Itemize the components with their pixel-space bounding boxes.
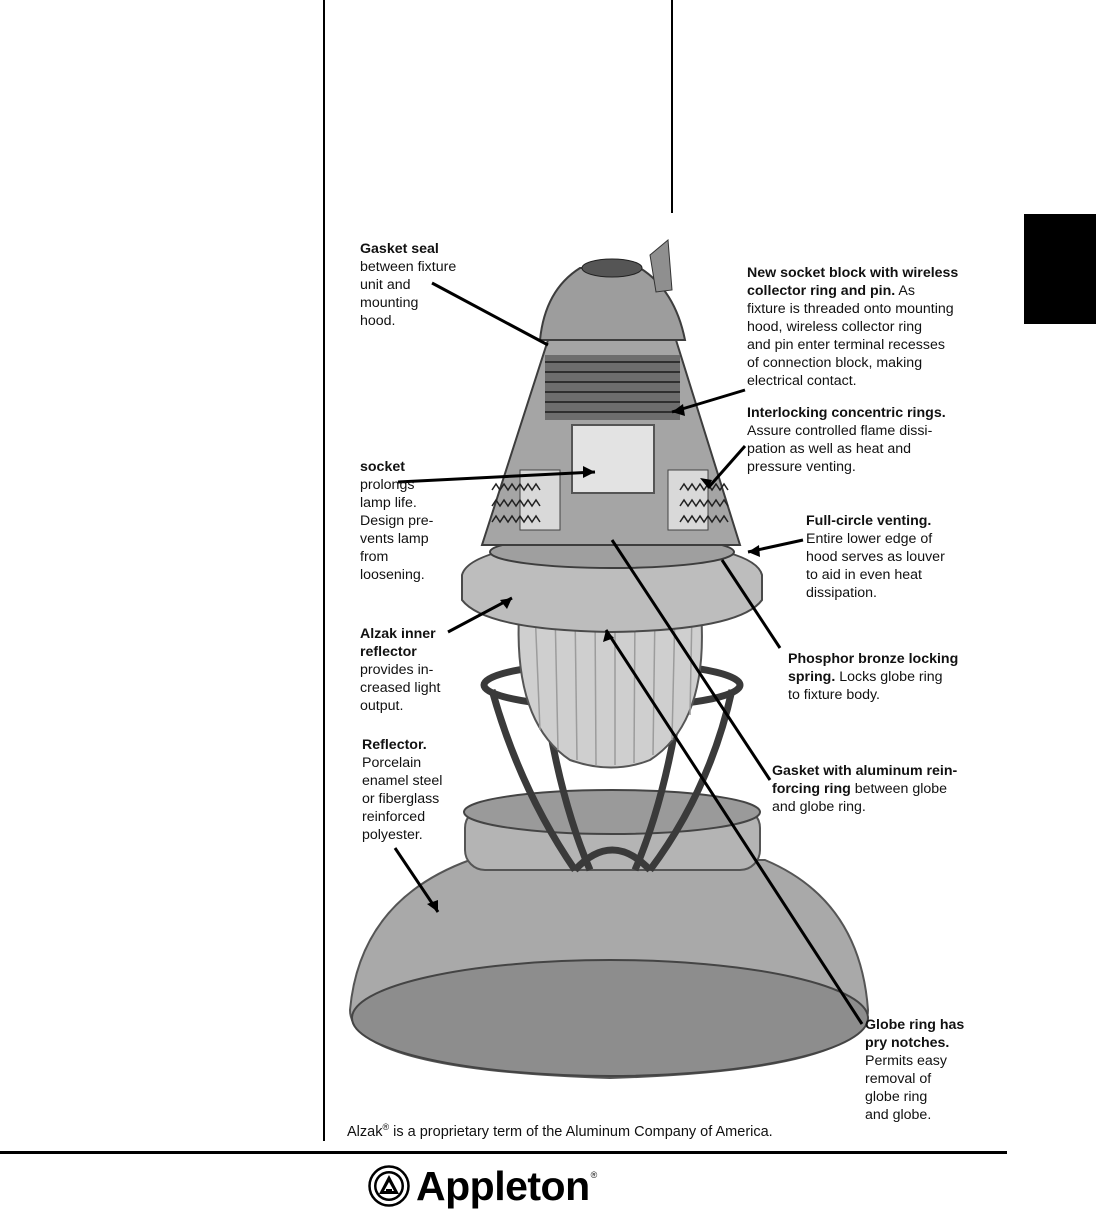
callout-line: reinforced [362, 809, 426, 825]
callout-title: Gasket with aluminum rein- [772, 763, 958, 779]
callout-tail: As [898, 283, 915, 299]
callout-tail: between globe [854, 781, 948, 797]
logo-wordmark: Appleton [416, 1162, 590, 1209]
callout-line: electrical contact. [747, 373, 857, 389]
logo-registered: ® [590, 1170, 598, 1180]
callout-line: globe ring [865, 1089, 928, 1105]
callout-title: reflector [360, 644, 417, 660]
callout-tail: Locks globe ring [839, 669, 943, 685]
callout-line: pressure venting. [747, 459, 856, 475]
callout-globe-ring [865, 1016, 964, 1124]
callout-line: loosening. [360, 567, 425, 583]
section-tab [1024, 214, 1096, 324]
callout-line: hood serves as louver [806, 549, 945, 565]
callout-title: pry notches. [865, 1035, 950, 1051]
callout-gasket-reinforcing-ring [772, 762, 957, 816]
callout-line: polyester. [362, 827, 423, 843]
callout-line: unit and [360, 277, 411, 293]
callout-title: Full-circle venting. [806, 513, 932, 529]
callout-socket [360, 458, 433, 584]
callout-full-circle-venting [806, 512, 945, 602]
footnote-reg: ® [382, 1122, 390, 1132]
callout-line: between fixture [360, 259, 457, 275]
callout-line: Assure controlled flame dissi- [747, 423, 933, 439]
callout-line: hood, wireless collector ring [747, 319, 923, 335]
appleton-emblem-icon [368, 1165, 410, 1207]
callout-line: output. [360, 698, 404, 714]
appleton-logo [368, 1162, 597, 1210]
callout-line: Design pre- [360, 513, 434, 529]
callout-line: from [360, 549, 389, 565]
callout-line: Porcelain [362, 755, 422, 771]
callout-reflector [362, 736, 442, 844]
callout-line: prolongs [360, 477, 415, 493]
callout-line: lamp life. [360, 495, 417, 511]
callout-title: Interlocking concentric rings. [747, 405, 946, 421]
callout-line: of connection block, making [747, 355, 923, 371]
callout-title: Phosphor bronze locking [788, 651, 959, 667]
callout-line: Entire lower edge of [806, 531, 933, 547]
callout-title: Alzak inner [360, 626, 436, 642]
callout-line: vents lamp [360, 531, 429, 547]
callout-title: Globe ring has [865, 1017, 965, 1033]
callout-line: to fixture body. [788, 687, 881, 703]
column-rule-right [671, 0, 673, 213]
callout-line: and globe. [865, 1107, 932, 1123]
callout-line: pation as well as heat and [747, 441, 912, 457]
footnote-text: is a proprietary term of the Aluminum Company of America. [389, 1123, 773, 1140]
footnote-brand: Alzak [347, 1123, 383, 1140]
callout-title: collector ring and pin. [747, 283, 896, 299]
callout-title: New socket block with wireless [747, 265, 959, 281]
callout-line: provides in- [360, 662, 434, 678]
callout-line: enamel steel [362, 773, 443, 789]
column-rule-left [323, 0, 325, 1141]
callout-line: dissipation. [806, 585, 877, 601]
footer-rule [0, 1151, 1007, 1154]
trademark-footnote [347, 1122, 773, 1140]
callout-line: removal of [865, 1071, 932, 1087]
callout-interlocking-rings [747, 404, 946, 476]
callout-alzak-reflector [360, 625, 440, 715]
callout-line: fixture is threaded onto mounting [747, 301, 954, 317]
callout-gasket-seal [360, 240, 456, 330]
callout-line: to aid in even heat [806, 567, 922, 583]
callout-line: mounting [360, 295, 419, 311]
callout-title: forcing ring [772, 781, 851, 797]
callout-line: or fiberglass [362, 791, 440, 807]
callout-title: Gasket seal [360, 241, 439, 257]
callout-line: hood. [360, 313, 396, 329]
callout-title: socket [360, 459, 405, 475]
callout-line: and pin enter terminal recesses [747, 337, 945, 353]
callout-line: creased light [360, 680, 441, 696]
callout-phosphor-spring [788, 650, 958, 704]
callout-line: and globe ring. [772, 799, 866, 815]
callout-title: Reflector. [362, 737, 427, 753]
callout-socket-block [747, 264, 958, 390]
callout-line: Permits easy [865, 1053, 947, 1069]
callout-title: spring. [788, 669, 836, 685]
